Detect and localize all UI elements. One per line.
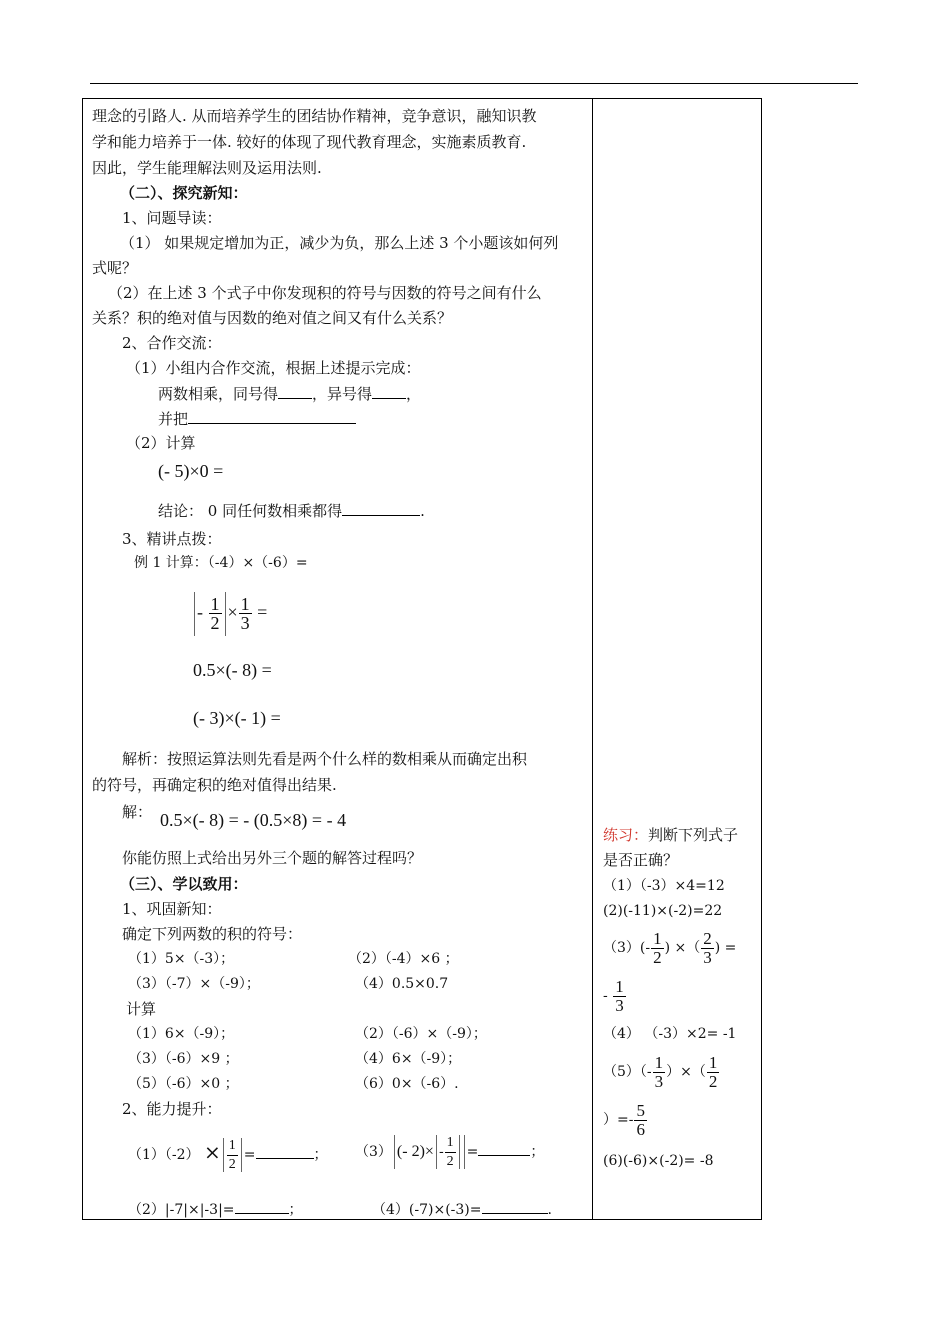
intro-line-3: 因此，学生能理解法则及运用法则. — [92, 159, 322, 177]
ab1-equals: = — [243, 1147, 256, 1163]
ab2-end: ； — [288, 1202, 303, 1218]
example-1: 例 1 计算：（-4）×（-6）= — [134, 555, 308, 571]
sign-item-4: （4）0.5×0.7 — [355, 976, 449, 992]
key-points-title: 3、精讲点拨： — [122, 530, 222, 548]
ability-item-3 — [355, 1132, 544, 1182]
ab3-minus: - — [438, 1144, 444, 1160]
practice-1: （1）（-3）×4=12 — [603, 878, 725, 894]
abs-bar-right — [241, 1138, 242, 1172]
solution-label: 解： — [122, 803, 153, 821]
sign-item-2: （2）（-4）×6 ； — [348, 951, 459, 967]
intro-line-2: 学和能力培养于一体. 较好的体现了现代教育理念，实施素质教育. — [92, 133, 527, 151]
header-rule — [90, 83, 858, 84]
ab4-end: . — [547, 1202, 552, 1218]
practice-label: 练习： — [603, 826, 649, 844]
rule-blank[interactable] — [188, 408, 356, 424]
ab3-prefix: （3） — [355, 1144, 392, 1160]
same-sign-blank[interactable] — [278, 383, 312, 399]
calc-item-4: （4）6×（-9）； — [355, 1051, 462, 1067]
p3-fraction-2: $\frac{2}{3}$ — [703, 928, 712, 967]
analysis-line-1: 解析：按照运算法则先看是两个什么样的数相乘从而确定出积 — [122, 750, 528, 768]
can-you-prompt: 你能仿照上式给出另外三个题的解答过程吗？ — [122, 849, 423, 867]
ex2-times: × — [227, 602, 238, 622]
diff-sign-blank[interactable] — [372, 383, 406, 399]
p3-a: （3）(- — [603, 940, 651, 956]
sign-title: 确定下列两数的积的符号： — [122, 925, 303, 943]
rule-line-2 — [158, 408, 356, 429]
calc2-title: 计算 — [126, 1000, 157, 1018]
rule-text-c: ， — [406, 385, 422, 403]
ex2-fraction-1: $\frac{1}{2}$ — [210, 594, 220, 634]
ex2-minus: - — [197, 602, 203, 622]
rule-line — [158, 383, 421, 404]
section-2-title: （二）、探究新知： — [120, 184, 248, 202]
p3-fraction-1: $\frac{1}{2}$ — [653, 928, 662, 967]
paren-right-3 — [459, 1135, 460, 1169]
sign-item-1: （1）5×（-3）； — [128, 951, 235, 967]
conclusion-blank[interactable] — [342, 500, 420, 516]
zero-expression: (- 5)×0 = — [158, 461, 224, 481]
consolidate-title: 1、巩固新知： — [122, 900, 222, 918]
example-3: 0.5×(- 8) = — [193, 660, 272, 680]
paren-left-3 — [436, 1135, 437, 1169]
question-1-line-2: 式呢？ — [92, 259, 138, 277]
practice-5-result — [603, 1098, 648, 1142]
example-4: (- 3)×(- 1) = — [193, 708, 281, 728]
ab3-fraction: $\frac{1}{2}$ — [446, 1134, 454, 1169]
abs-bar-left — [223, 1138, 224, 1172]
practice-5 — [603, 1050, 720, 1094]
rule-text-a: 两数相乘，同号得 — [158, 385, 279, 403]
question-2-line-1: （2）在上述 3 个式子中你发现积的符号与因数的符号之间有什么 — [108, 284, 542, 302]
calc-item-3: （3）（-6）×9 ； — [128, 1051, 239, 1067]
intro-line-1: 理念的引路人. 从而培养学生的团结协作精神，竞争意识，融知识教 — [92, 107, 537, 125]
ab3-blank[interactable] — [478, 1140, 530, 1156]
ability-item-4 — [372, 1198, 552, 1220]
question-1-line-1: （1） 如果规定增加为正，减少为负，那么上述 3 个小题该如何列 — [120, 234, 559, 252]
calc-item-5: （5）（-6）×0 ； — [128, 1076, 239, 1092]
practice-6: (6)(-6)×(-2)= -8 — [603, 1153, 714, 1169]
p5-fraction-1: $\frac{1}{3}$ — [654, 1052, 664, 1091]
practice-3-result — [603, 974, 627, 1018]
p5-a: （5）（- — [603, 1064, 652, 1080]
calc-item-2: （2）（-6）×（-9）； — [355, 1026, 487, 1042]
conclusion-end: . — [420, 502, 425, 520]
conclusion-text: 结论： 0 同任何数相乘都得 — [158, 502, 343, 520]
section-3-title: （三）、学以致用： — [120, 875, 248, 893]
p3-c: ) = — [714, 940, 737, 956]
p3-b: ) ×（ — [664, 940, 701, 956]
cooperation-title: 2、合作交流： — [122, 334, 222, 352]
ab2-text: （2）|-7|×|-3|= — [128, 1202, 235, 1218]
practice-4: （4） （-3）×2= -1 — [603, 1026, 737, 1042]
analysis-line-2: 的符号，再确定积的绝对值得出结果. — [92, 776, 337, 794]
sign-item-3: （3）（-7）×（-9）； — [128, 976, 260, 992]
calc-label: （2）计算 — [126, 434, 196, 452]
ex2-fraction-2: $\frac{1}{3}$ — [240, 594, 250, 634]
practice-heading — [603, 825, 738, 845]
ab3-equals: = — [466, 1144, 479, 1160]
p5-c: ）=- — [603, 1112, 634, 1128]
question-2-line-2: 关系？积的绝对值与因数的绝对值之间又有什么关系？ — [92, 309, 453, 327]
rule-text-b: ，异号得 — [312, 385, 373, 403]
ab3-a: (- 2)× — [396, 1143, 434, 1160]
conclusion-line — [158, 500, 425, 521]
calc-item-6: （6）0×（-6）. — [355, 1076, 459, 1092]
ab1-blank[interactable] — [256, 1143, 314, 1159]
practice-question-2: 是否正确？ — [603, 851, 679, 869]
p5-fraction-2: $\frac{1}{2}$ — [708, 1052, 718, 1091]
ex2-equals: = — [257, 602, 268, 622]
ab2-blank[interactable] — [235, 1198, 289, 1214]
p5-result-fraction: $\frac{5}{6}$ — [636, 1100, 645, 1139]
cooperation-item-1: （1）小组内合作交流，根据上述提示完成： — [126, 359, 421, 377]
p3-result-sign: - — [603, 988, 608, 1004]
abs-bar-left-3 — [394, 1135, 395, 1169]
example-2 — [192, 588, 267, 636]
practice-question: 判断下列式子 — [648, 826, 739, 844]
ab1-fraction: $\frac{1}{2}$ — [228, 1137, 236, 1172]
ab1-prefix: （1）（-2） — [128, 1147, 200, 1163]
abs-bar-right-3 — [464, 1135, 465, 1169]
ability-item-1 — [128, 1132, 328, 1182]
ability-title: 2、能力提升： — [122, 1100, 222, 1118]
paren-right — [225, 592, 226, 636]
ab1-times: × — [204, 1140, 221, 1164]
paren-left — [194, 592, 195, 636]
practice-3 — [603, 926, 736, 970]
ability-item-2 — [128, 1198, 303, 1220]
question-guide-title: 1、问题导读： — [122, 209, 222, 227]
calc-item-1: （1）6×（-9）； — [128, 1026, 235, 1042]
column-divider — [592, 98, 593, 1220]
practice-2: (2)(-11)×(-2)=22 — [603, 903, 723, 919]
p3-result-fraction: $\frac{1}{3}$ — [615, 976, 624, 1015]
ab4-text: （4）(-7)×(-3)= — [372, 1202, 482, 1218]
p5-b: ）×（ — [666, 1064, 706, 1080]
ab4-blank[interactable] — [482, 1198, 548, 1214]
solution-expression: 0.5×(- 8) = - (0.5×8) = - 4 — [160, 810, 347, 830]
ab1-end: ； — [313, 1147, 328, 1163]
rule-text-d: 并把 — [158, 410, 189, 428]
ab3-end: ； — [530, 1144, 545, 1160]
